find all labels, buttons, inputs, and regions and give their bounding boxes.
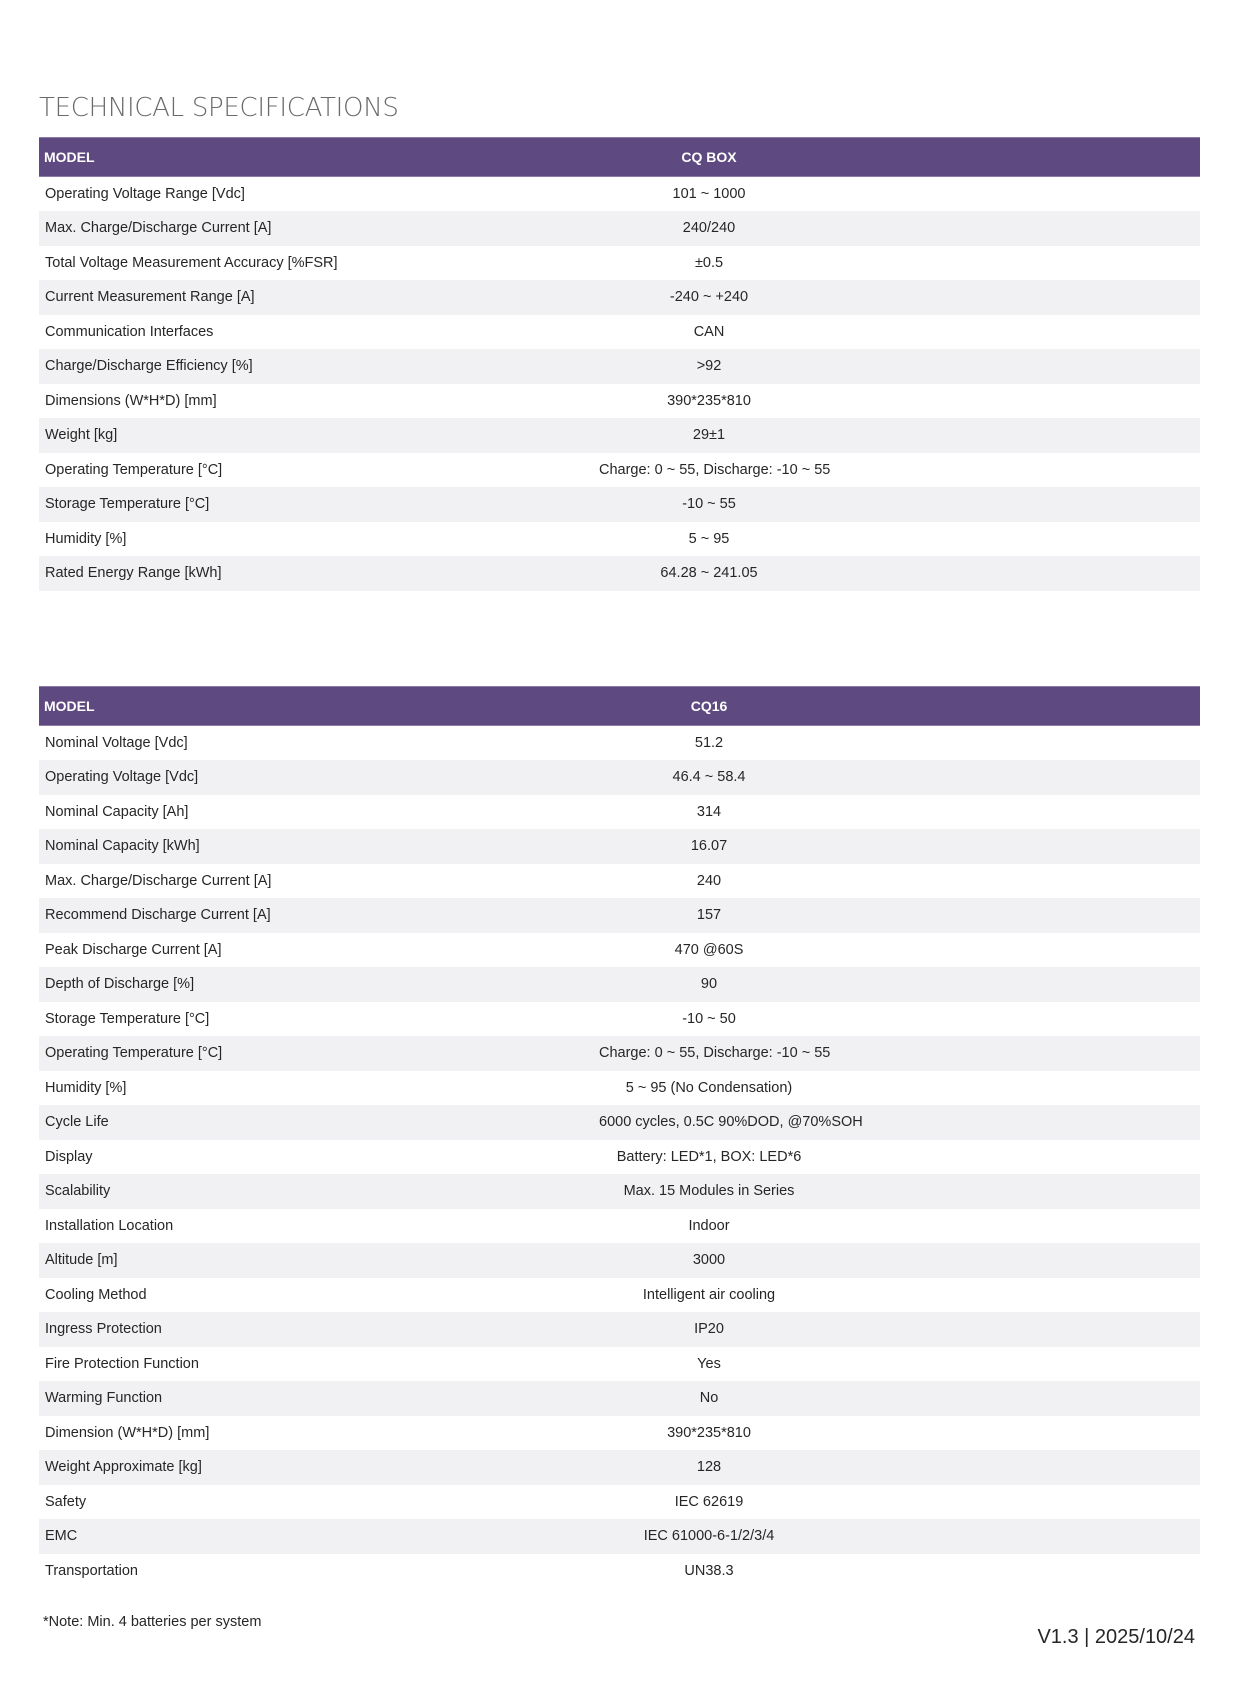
header-spacer	[819, 687, 1200, 726]
header-spacer	[819, 138, 1200, 177]
spec-value: Charge: 0 ~ 55, Discharge: -10 ~ 55	[599, 1045, 831, 1062]
spec-value: Yes	[697, 1355, 721, 1372]
spec-label: EMC	[45, 1528, 78, 1545]
row-spacer	[819, 1554, 1200, 1589]
table-row	[39, 1381, 1200, 1416]
header-model-label: MODEL	[39, 138, 599, 177]
spec-value: IEC 62619	[674, 1493, 744, 1510]
spec-value: No	[699, 1390, 719, 1407]
table-row	[39, 418, 1200, 453]
spec-value: -240 ~ +240	[669, 289, 749, 306]
row-spacer	[819, 1002, 1200, 1037]
table-row	[39, 453, 1200, 488]
table-row	[39, 829, 1200, 864]
row-spacer	[819, 211, 1200, 246]
row-spacer	[819, 1485, 1200, 1520]
spec-value: 240/240	[682, 220, 736, 237]
row-spacer	[819, 933, 1200, 968]
row-spacer	[819, 1312, 1200, 1347]
spec-value: 29±1	[692, 427, 726, 444]
spec-value: Max. 15 Modules in Series	[623, 1183, 795, 1200]
row-spacer	[819, 1519, 1200, 1554]
table-header-row	[39, 138, 1200, 177]
table-row	[39, 1416, 1200, 1451]
spec-label: Humidity [%]	[45, 530, 127, 547]
table-row	[39, 1209, 1200, 1244]
spec-value: 5 ~ 95 (No Condensation)	[625, 1079, 793, 1096]
row-spacer	[819, 967, 1200, 1002]
spec-value: 390*235*810	[667, 392, 751, 409]
table-row	[39, 1485, 1200, 1520]
spec-value: 51.2	[694, 735, 724, 751]
spec-label: Nominal Voltage [Vdc]	[45, 735, 188, 751]
spec-value: ±0.5	[694, 254, 724, 271]
spec-label: Depth of Discharge [%]	[45, 976, 195, 993]
row-spacer	[819, 1105, 1200, 1140]
footnote: *Note: Min. 4 batteries per system	[43, 1614, 262, 1630]
spec-value: 5 ~ 95	[688, 530, 730, 547]
spec-label: Max. Charge/Discharge Current [A]	[45, 220, 272, 237]
table-row	[39, 760, 1200, 795]
row-spacer	[819, 1416, 1200, 1451]
spec-label: Operating Voltage [Vdc]	[45, 769, 199, 786]
row-spacer	[819, 829, 1200, 864]
row-spacer	[819, 349, 1200, 384]
table-row	[39, 1243, 1200, 1278]
spec-label: Ingress Protection	[45, 1321, 162, 1338]
spec-value: 64.28 ~ 241.05	[660, 565, 758, 582]
table-row	[39, 487, 1200, 522]
table-row	[39, 1140, 1200, 1175]
table-row	[39, 384, 1200, 419]
row-spacer	[819, 864, 1200, 899]
spec-value: 90	[700, 976, 718, 993]
spec-value: >92	[696, 358, 722, 375]
spec-label: Humidity [%]	[45, 1079, 127, 1096]
cq16-spec-table	[39, 686, 1200, 1588]
table-row	[39, 211, 1200, 246]
table-row	[39, 933, 1200, 968]
table-row	[39, 280, 1200, 315]
spec-value: UN38.3	[684, 1562, 734, 1579]
table-row	[39, 246, 1200, 281]
spec-value: Indoor	[688, 1217, 730, 1234]
cq-box-spec-table	[39, 137, 1200, 591]
header-model-label: MODEL	[39, 687, 599, 726]
table-row	[39, 1312, 1200, 1347]
table-row	[39, 1450, 1200, 1485]
spec-value: 46.4 ~ 58.4	[672, 769, 746, 786]
spec-label: Communication Interfaces	[45, 323, 214, 340]
page-title: TECHNICAL SPECIFICATIONS	[39, 93, 399, 123]
spec-label: Rated Energy Range [kWh]	[45, 565, 222, 582]
spec-value: 470 @60S	[674, 941, 744, 958]
spec-label: Nominal Capacity [Ah]	[45, 803, 189, 820]
spec-label: Transportation	[45, 1562, 138, 1579]
spec-value: -10 ~ 55	[682, 496, 736, 513]
spec-value: 157	[696, 907, 722, 924]
table-row	[39, 1036, 1200, 1071]
spec-label: Fire Protection Function	[45, 1355, 199, 1372]
spec-value: CAN	[693, 323, 725, 340]
row-spacer	[819, 1036, 1200, 1071]
spec-label: Current Measurement Range [A]	[45, 289, 255, 306]
spec-label: Safety	[45, 1493, 87, 1510]
row-spacer	[819, 1450, 1200, 1485]
table-row	[39, 1105, 1200, 1140]
spec-label: Installation Location	[45, 1217, 174, 1234]
row-spacer	[819, 1209, 1200, 1244]
spec-label: Cooling Method	[45, 1286, 147, 1303]
row-spacer	[819, 384, 1200, 419]
version-date: V1.3 | 2025/10/24	[1037, 1626, 1195, 1648]
spec-value: 16.07	[690, 838, 728, 855]
header-model-name: CQ16	[599, 687, 819, 726]
spec-value: 6000 cycles, 0.5C 90%DOD, @70%SOH	[599, 1114, 863, 1131]
row-spacer	[819, 246, 1200, 281]
row-spacer	[819, 726, 1200, 761]
row-spacer	[819, 1381, 1200, 1416]
spec-value: IP20	[694, 1321, 724, 1338]
table-row	[39, 1347, 1200, 1382]
table-row	[39, 1554, 1200, 1589]
spec-label: Total Voltage Measurement Accuracy [%FSR]	[45, 254, 338, 271]
spec-label: Weight [kg]	[45, 427, 118, 444]
row-spacer	[819, 1140, 1200, 1175]
table-row	[39, 556, 1200, 591]
row-spacer	[819, 487, 1200, 522]
table-row	[39, 864, 1200, 899]
spec-label: Warming Function	[45, 1390, 163, 1407]
table-row	[39, 726, 1200, 761]
spec-label: Storage Temperature [°C]	[45, 1010, 210, 1027]
spec-value: Charge: 0 ~ 55, Discharge: -10 ~ 55	[599, 461, 831, 478]
row-spacer	[819, 1071, 1200, 1106]
spec-label: Charge/Discharge Efficiency [%]	[45, 358, 253, 375]
table-row	[39, 795, 1200, 830]
header-model-name: CQ BOX	[599, 138, 819, 177]
spec-label: Operating Voltage Range [Vdc]	[45, 186, 245, 202]
row-spacer	[819, 1278, 1200, 1313]
table-row	[39, 1071, 1200, 1106]
row-spacer	[819, 453, 1200, 488]
table-row	[39, 967, 1200, 1002]
row-spacer	[819, 1174, 1200, 1209]
row-spacer	[819, 315, 1200, 350]
spec-label: Max. Charge/Discharge Current [A]	[45, 872, 272, 889]
spec-label: Scalability	[45, 1183, 111, 1200]
table-row	[39, 898, 1200, 933]
row-spacer	[819, 522, 1200, 557]
spec-value: Battery: LED*1, BOX: LED*6	[616, 1148, 802, 1165]
table-row	[39, 522, 1200, 557]
spec-label: Peak Discharge Current [A]	[45, 941, 222, 958]
row-spacer	[819, 760, 1200, 795]
spec-label: Cycle Life	[45, 1114, 109, 1131]
spec-value: -10 ~ 50	[682, 1010, 736, 1027]
table-row	[39, 1278, 1200, 1313]
spec-value: 101 ~ 1000	[672, 186, 746, 202]
row-spacer	[819, 1243, 1200, 1278]
spec-value: Intelligent air cooling	[642, 1286, 776, 1303]
spec-label: Altitude [m]	[45, 1252, 118, 1269]
table-header-row	[39, 687, 1200, 726]
spec-label: Weight Approximate [kg]	[45, 1459, 202, 1476]
spec-value: 128	[696, 1459, 722, 1476]
spec-label: Operating Temperature [°C]	[45, 461, 223, 478]
row-spacer	[819, 795, 1200, 830]
table-row	[39, 1174, 1200, 1209]
row-spacer	[819, 556, 1200, 591]
row-spacer	[819, 1347, 1200, 1382]
table-row	[39, 349, 1200, 384]
spec-label: Display	[45, 1148, 93, 1165]
spec-label: Nominal Capacity [kWh]	[45, 838, 200, 855]
spec-label: Recommend Discharge Current [A]	[45, 907, 271, 924]
table-row	[39, 1519, 1200, 1554]
spec-value: 3000	[692, 1252, 726, 1269]
row-spacer	[819, 418, 1200, 453]
table-row	[39, 1002, 1200, 1037]
spec-value: 390*235*810	[667, 1424, 751, 1441]
spec-label: Operating Temperature [°C]	[45, 1045, 223, 1062]
row-spacer	[819, 898, 1200, 933]
spec-label: Dimension (W*H*D) [mm]	[45, 1424, 210, 1441]
row-spacer	[819, 177, 1200, 212]
spec-value: 314	[696, 803, 722, 820]
spec-label: Storage Temperature [°C]	[45, 496, 210, 513]
table-row	[39, 315, 1200, 350]
spec-label: Dimensions (W*H*D) [mm]	[45, 392, 217, 409]
spec-value: 240	[696, 872, 722, 889]
table-row	[39, 177, 1200, 212]
spec-value: IEC 61000-6-1/2/3/4	[643, 1528, 775, 1545]
row-spacer	[819, 280, 1200, 315]
